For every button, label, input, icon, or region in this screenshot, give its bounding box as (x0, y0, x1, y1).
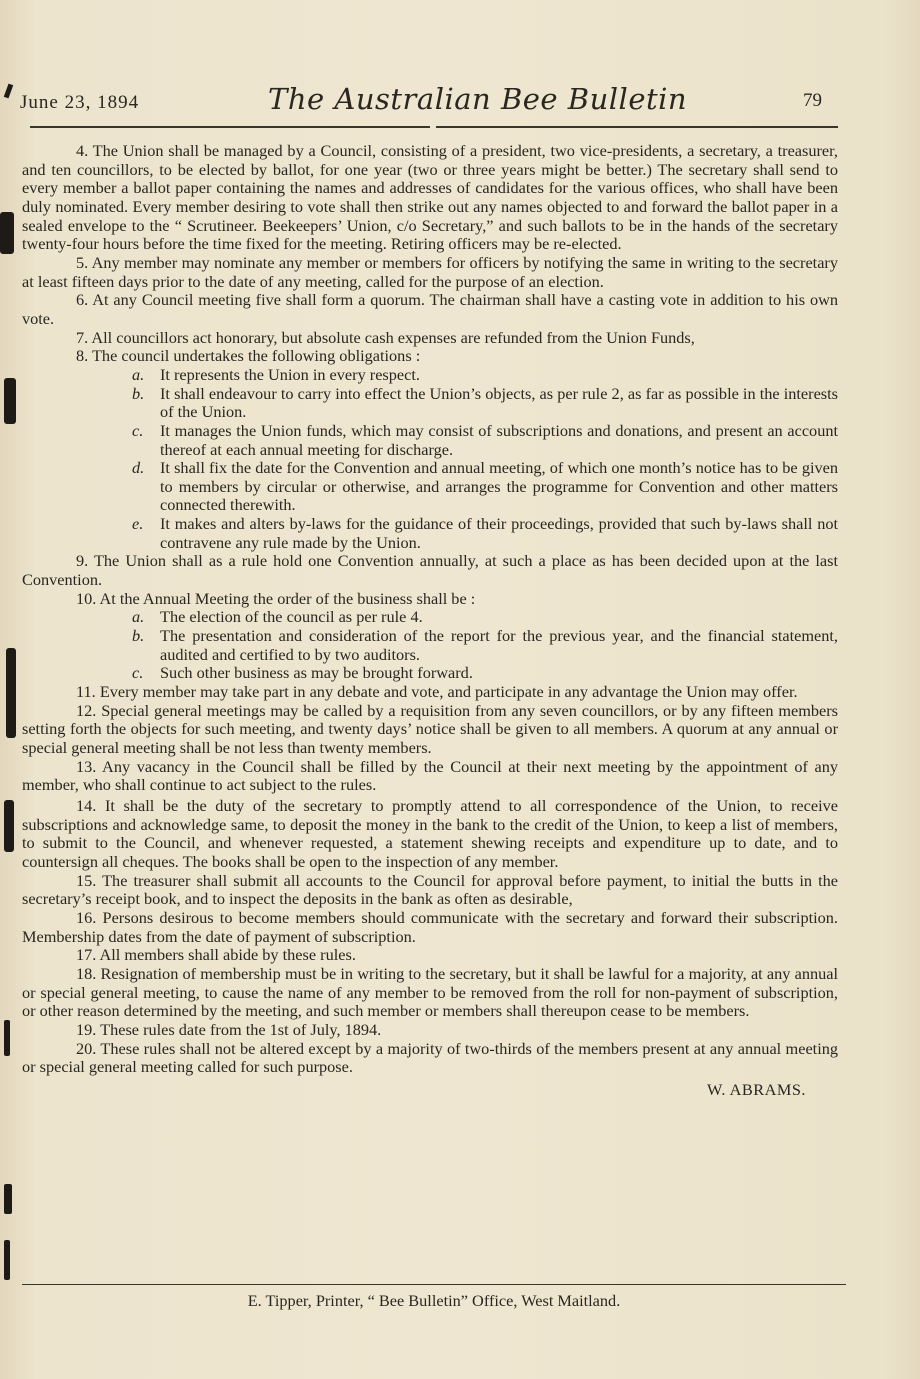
rule-12: 12. Special general meetings may be called by a requisition from any seven councillors, or by any fifteen members setting forth the objects for such meeting, and twenty days’ notice shall be given to all members. A quorum at any annual or special general meeting shall be not less than twenty members. (22, 700, 838, 757)
business-a (132, 608, 838, 627)
obligation-letter: e. (132, 514, 144, 534)
business-text: Such other business as may be brought forward. (160, 663, 473, 683)
obligation-text: It makes and alters by-laws for the guidance of their proceedings, provided that such by-laws shall not contravene any rule made by the Union. (160, 514, 838, 552)
obligation-text: It shall endeavour to carry into effect the Union’s objects, as per rule 2, as far as possible in the interests of the Union. (160, 383, 838, 422)
obligation-letter: d. (132, 458, 145, 478)
running-header (20, 82, 838, 128)
business-c (132, 664, 838, 683)
footer-rule (22, 1284, 846, 1285)
obligation-letter: b. (132, 383, 145, 403)
rule-13: 13. Any vacancy in the Council shall be filled by the Council at their next meeting by the appointment of any member, who shall continue to act subject to the rules. (22, 756, 838, 795)
edge-mark (4, 1240, 10, 1280)
page-number: 79 (803, 90, 822, 111)
obligation-text: It represents the Union in every respect. (160, 364, 420, 384)
rule-7: 7. All councillors act honorary, but absolute cash expenses are refunded from the Union Funds, (76, 327, 695, 347)
edge-mark (4, 1184, 12, 1214)
rule-5: 5. Any member may nominate any member or members for officers by notifying the same in writing to the secretary at least fifteen days prior to the date of any meeting, called for the purpose of an election. (22, 252, 838, 291)
edge-mark (0, 212, 14, 254)
printer-footer: E. Tipper, Printer, “ Bee Bulletin” Office, West Maitland. (247, 1291, 621, 1310)
rule-16: 16. Persons desirous to become members should communicate with the secretary and forward their subscription. Membership dates from the date of payment of subscription. (22, 907, 838, 946)
header-rule-left (30, 126, 430, 128)
obligation-text: It manages the Union funds, which may consist of subscriptions and donations, and present an account thereof at each annual meeting for discharge. (160, 420, 838, 459)
business-text: The presentation and consideration of the report for the previous year, and the financial statement, audited and certified to by two auditors. (160, 626, 838, 664)
rule-19: 19. These rules date from the 1st of July, 1894. (76, 1019, 382, 1039)
obligation-letter: a. (132, 364, 145, 384)
rule-15: 15. The treasurer shall submit all accounts to the Council for approval before payment, to initial the butts in the secretary’s receipt book, and to inspect the deposits in the bank as often as desirable, (22, 870, 838, 909)
rule-17: 17. All members shall abide by these rules. (76, 945, 356, 965)
business-letter: b. (132, 626, 145, 646)
obligation-letter: c. (132, 420, 144, 440)
journal-title: The Australian Bee Bulletin (268, 82, 688, 116)
rule-8: 8. The council undertakes the following obligations : (76, 346, 421, 366)
edge-mark (6, 648, 16, 738)
rule-20: 20. These rules shall not be altered except by a majority of two-thirds of the members present at any annual meeting or special general meeting called for such purpose. (22, 1038, 838, 1077)
rule-9: 9. The Union shall as a rule hold one Convention annually, at such a place as has been decided upon at the last Convention. (22, 551, 838, 590)
business-text: The election of the council as per rule 4. (160, 607, 423, 627)
rule-6: 6. At any Council meeting five shall form a quorum. The chairman shall have a casting vote in addition to his own vote. (22, 290, 838, 328)
obligation-b (132, 385, 838, 422)
rule-10: 10. At the Annual Meeting the order of the business shall be : (76, 588, 476, 608)
signature: W. ABRAMS. (707, 1079, 806, 1099)
business-letter: c. (132, 663, 144, 683)
edge-mark (4, 378, 16, 424)
business-b (132, 627, 838, 664)
business-letter: a. (132, 607, 145, 627)
rule-18: 18. Resignation of membership must be in writing to the secretary, but it shall be lawful for a majority, at any annual or special general meeting, to cause the name of any member to be removed from the roll for non-payment of subscription, or other reason determined by the meeting, and such member or members shall thereupon cease to be members. (22, 963, 838, 1021)
rule-4: 4. The Union shall be managed by a Council, consisting of a president, two vice-presidents, a secretary, a treasurer, and ten councillors, to be elected by ballot, for one year (two or three years might be better.) The secretary shall send to every member a ballot paper containing the names and addresses of candidates for the various offices, who shall have been duly nominated. Every member desiring to vote shall then strike out any names objected to and forward the ballot paper in a sealed envelope to the “ Scrutineer. Beekeepers’ Union, c/o Secretary,” and such ballots to be in the hands of the secretary twenty-four hours before the time fixed for the meeting. Retiring officers may be re-elected. (22, 141, 838, 254)
edge-mark (4, 1020, 10, 1056)
issue-date: June 23, 1894 (20, 92, 140, 113)
rule-11: 11. Every member may take part in any debate and vote, and participate in any advantage the Union may offer. (76, 682, 798, 702)
rules-body (22, 142, 838, 1099)
obligation-e (132, 515, 838, 552)
obligation-c (132, 422, 838, 459)
obligation-d (132, 459, 838, 515)
obligation-a (132, 366, 838, 385)
edge-mark (4, 800, 14, 852)
rule-14: 14. It shall be the duty of the secretary to promptly attend to all correspondence of the Union, to receive subscriptions and acknowledge same, to deposit the money in the bank to the credit of the Union, to keep a list of members, to submit to the Council, and whenever requested, a statement shewing receipts and expenditure up to date, and to countersign all cheques. The books shall be open to the inspection of any member. (22, 795, 838, 871)
edge-mark (4, 84, 13, 99)
header-rule-right (436, 126, 838, 128)
obligation-text: It shall fix the date for the Convention and annual meeting, of which one month’s notice has to be given to members by circular or otherwise, and arranges the programme for Convention and other matters connected therewith. (160, 458, 838, 515)
